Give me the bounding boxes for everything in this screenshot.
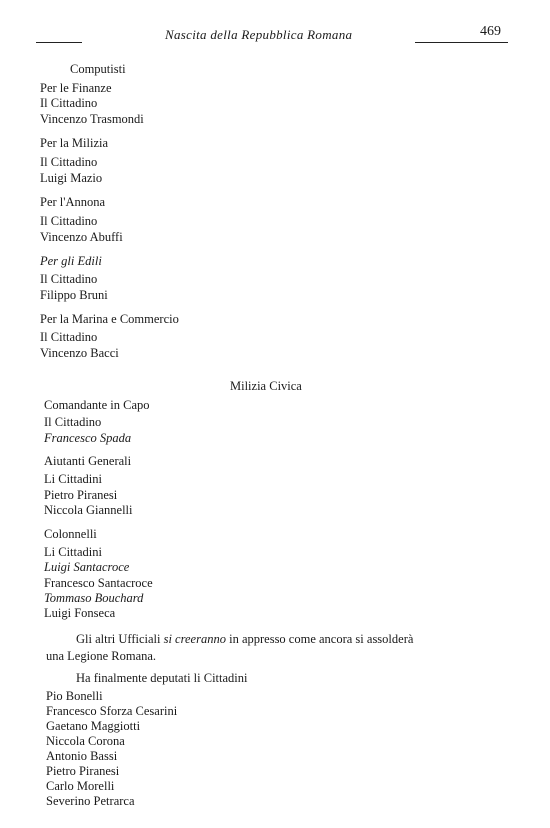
aiutanti-name-2: Niccola Giannelli [44, 503, 133, 517]
ufficiali-paragraph [46, 631, 506, 665]
deputati-intro: Ha finalmente deputati li Cittadini [76, 671, 248, 685]
edili-title: Il Cittadino [40, 272, 98, 286]
running-header-title: Nascita della Repubblica Romana [165, 27, 353, 42]
deputato-name-5: Antonio Bassi [46, 749, 118, 763]
deputato-name-4: Niccola Corona [46, 734, 125, 748]
milizia-title: Il Cittadino [40, 155, 98, 169]
deputato-name-8: Severino Petrarca [46, 794, 135, 808]
colonnelli-name-1: Luigi Santacroce [44, 560, 130, 574]
milizia-civica-heading: Milizia Civica [230, 379, 302, 393]
marina-office: Per la Marina e Commercio [40, 312, 179, 326]
header-rule-left [36, 42, 82, 43]
finanze-office: Per le Finanze [40, 81, 112, 95]
deputato-name-7: Carlo Morelli [46, 779, 115, 793]
comandante-title: Il Cittadino [44, 415, 102, 429]
marina-title: Il Cittadino [40, 330, 98, 344]
deputato-name-1: Pio Bonelli [46, 689, 103, 703]
header-rule-right [415, 42, 508, 43]
colonnelli-name-2: Francesco Santacroce [44, 576, 153, 590]
deputato-name-6: Pietro Piranesi [46, 764, 120, 778]
annona-title: Il Cittadino [40, 214, 98, 228]
aiutanti-name-1: Pietro Piranesi [44, 488, 118, 502]
edili-name: Filippo Bruni [40, 288, 108, 302]
colonnelli-name-3: Tommaso Bouchard [44, 591, 144, 605]
colonnelli-office: Colonnelli [44, 527, 97, 541]
finanze-name: Vincenzo Trasmondi [40, 112, 144, 126]
ufficiali-text-2: in appresso come ancora si assolderà [225, 632, 414, 646]
ufficiali-text-italic: si creeranno [163, 632, 226, 646]
deputato-name-3: Gaetano Maggiotti [46, 719, 141, 733]
aiutanti-office: Aiutanti Generali [44, 454, 132, 468]
milizia-office: Per la Milizia [40, 136, 109, 150]
deputato-name-2: Francesco Sforza Cesarini [46, 704, 178, 718]
colonnelli-name-4: Luigi Fonseca [44, 606, 116, 620]
comandante-name: Francesco Spada [44, 431, 132, 445]
annona-name: Vincenzo Abuffi [40, 230, 123, 244]
edili-office: Per gli Edili [40, 254, 102, 268]
finanze-title: Il Cittadino [40, 96, 98, 110]
computisti-heading: Computisti [70, 62, 126, 76]
ufficiali-text-line2: una Legione Romana. [46, 649, 157, 663]
annona-office: Per l'Annona [40, 195, 106, 209]
milizia-name: Luigi Mazio [40, 171, 103, 185]
marina-name: Vincenzo Bacci [40, 346, 119, 360]
aiutanti-title: Li Cittadini [44, 472, 102, 486]
ufficiali-text-1: Gli altri Ufficiali [76, 632, 164, 646]
colonnelli-title: Li Cittadini [44, 545, 102, 559]
page-number: 469 [480, 24, 501, 39]
comandante-office: Comandante in Capo [44, 398, 150, 412]
